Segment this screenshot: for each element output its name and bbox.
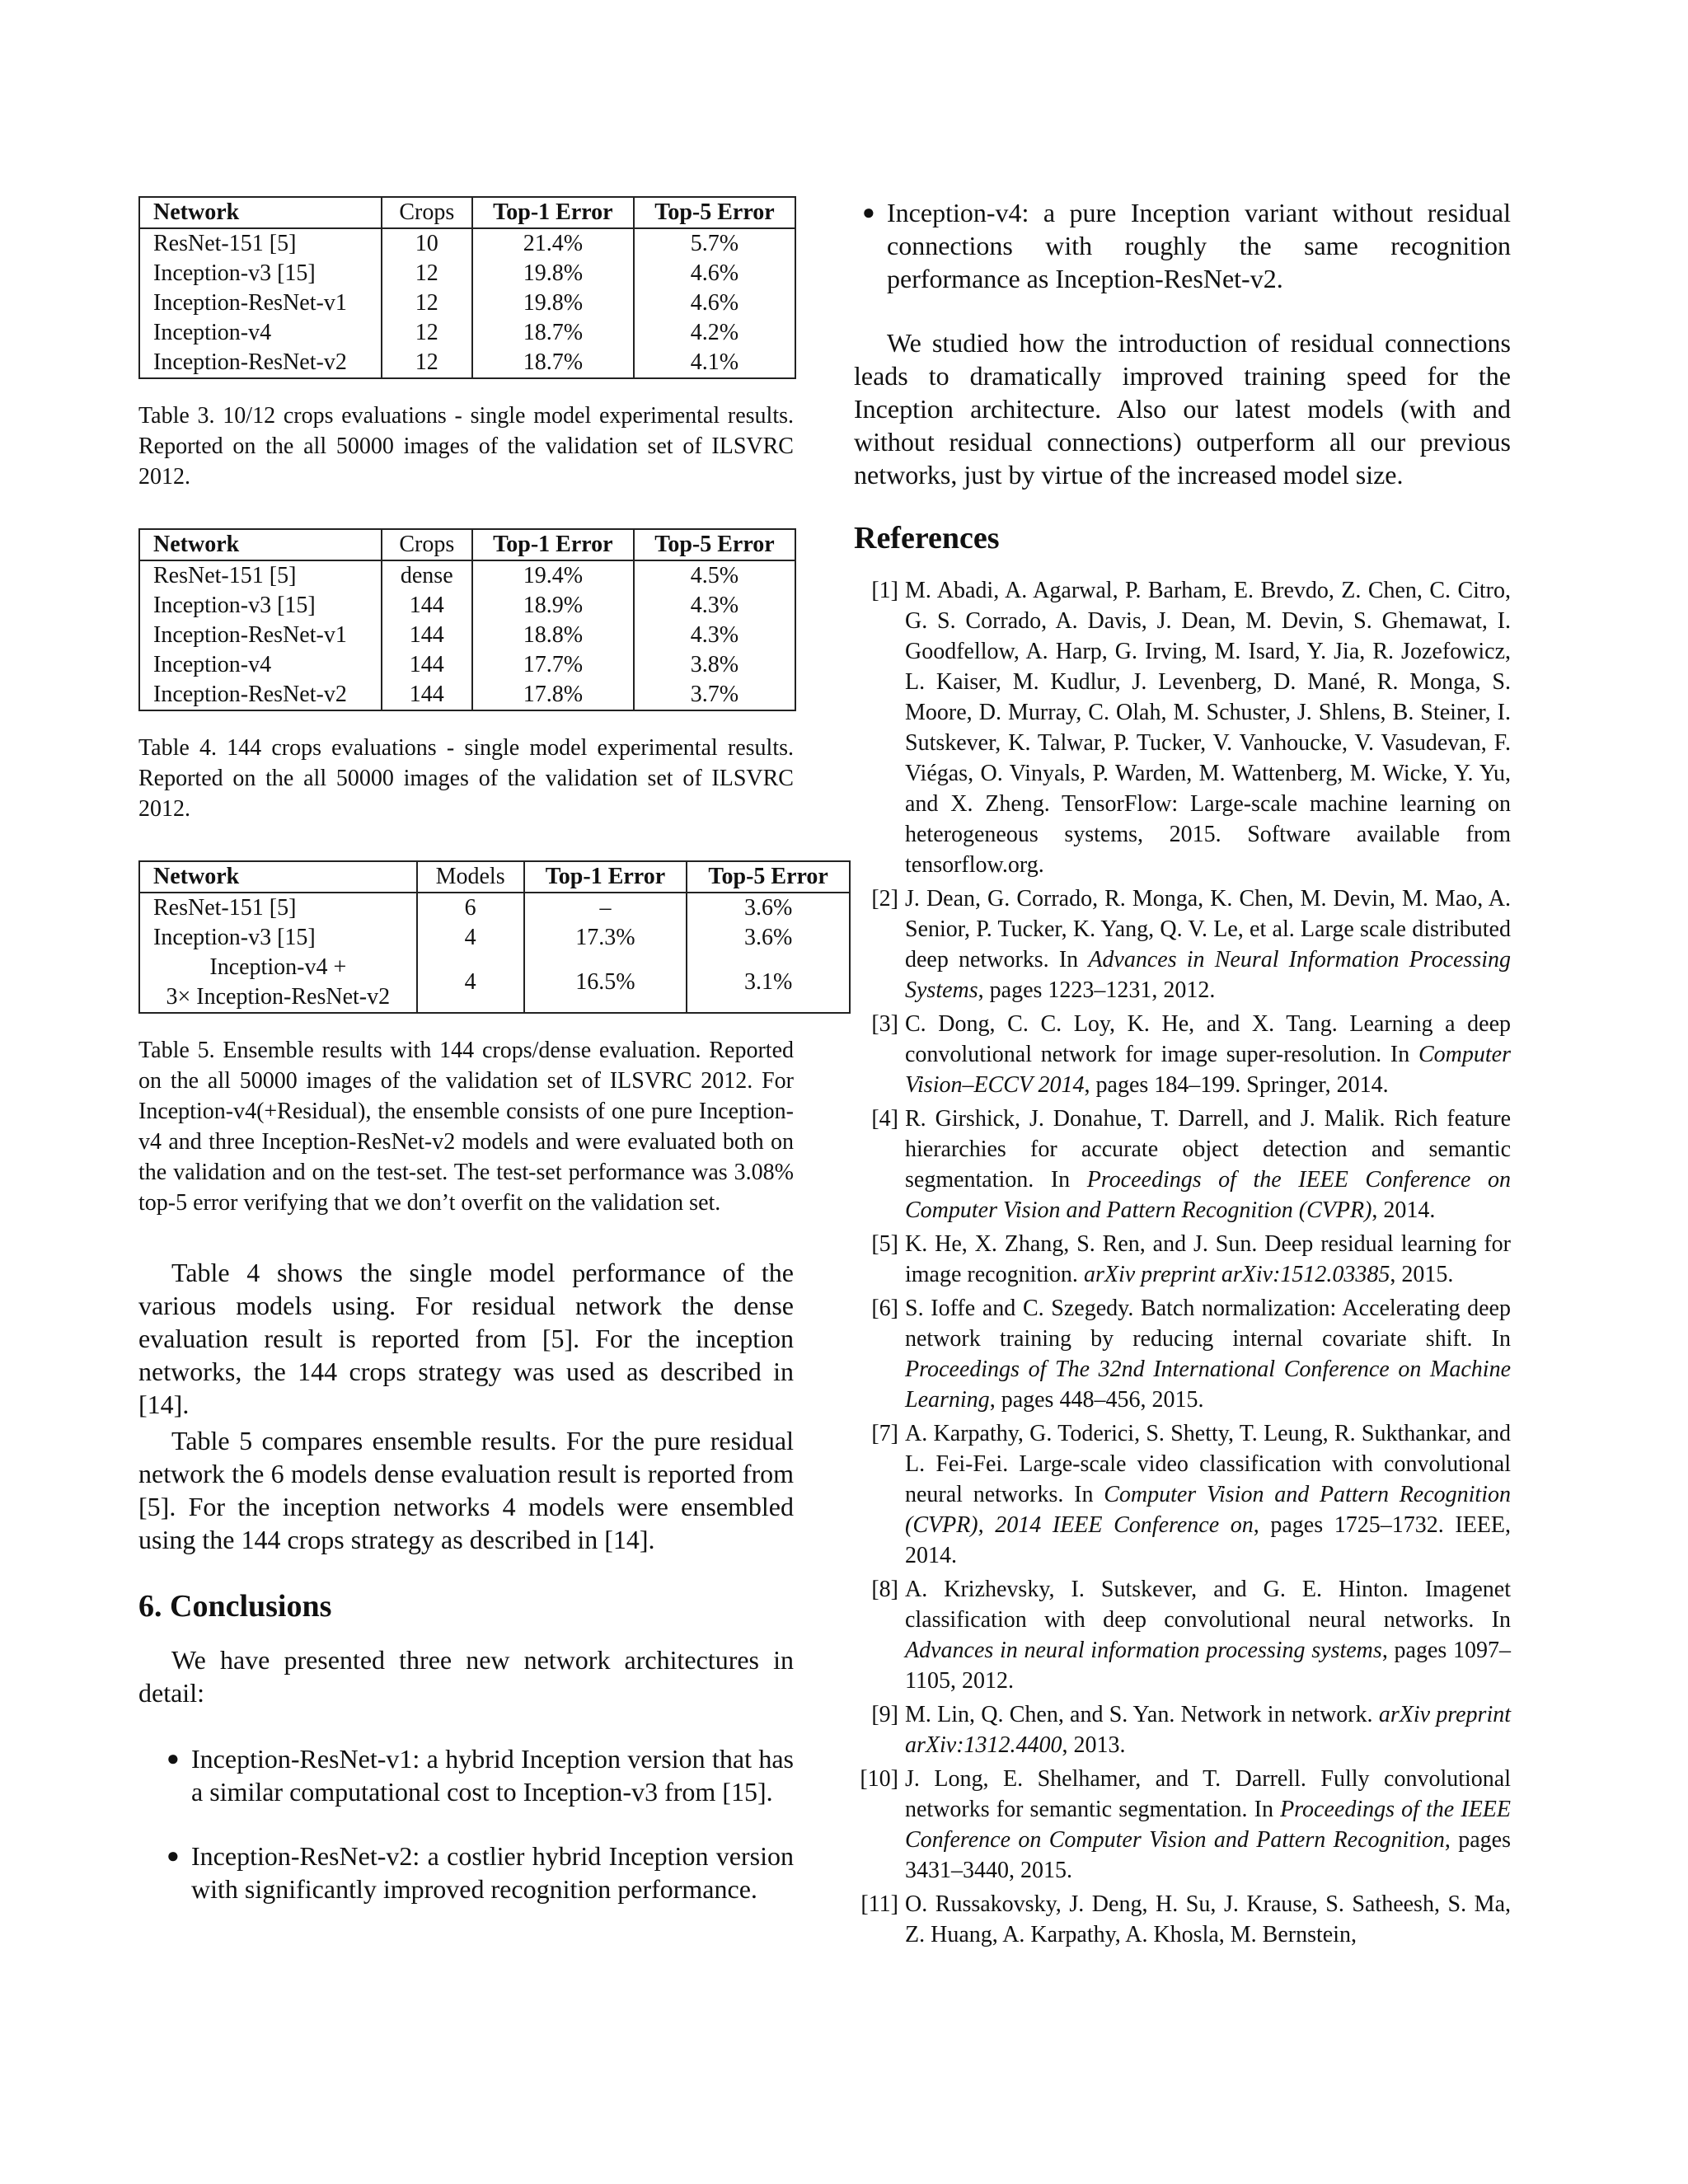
cell-top1: 18.8% bbox=[472, 621, 634, 650]
cell-top5: 3.6% bbox=[687, 893, 850, 923]
cell-network: Inception-v4 bbox=[153, 320, 272, 345]
reference-pages: , 2014. bbox=[1372, 1197, 1436, 1223]
reference-item bbox=[854, 1699, 1511, 1760]
reference-item bbox=[854, 1574, 1511, 1696]
table-row bbox=[139, 923, 850, 953]
table-row bbox=[139, 288, 795, 318]
reference-venue: Proceedings of the IEEE Conference on Computer Vision and Pattern Recognition (CVPR) bbox=[905, 1167, 1511, 1223]
table-row bbox=[139, 591, 795, 621]
bullet-icon: ● bbox=[166, 1844, 180, 1868]
reference-venue: Proceedings of The 32nd International Conference on Machine Learning bbox=[905, 1357, 1511, 1413]
table-3 bbox=[138, 196, 796, 379]
reference-pages: , pages 1097–1105, 2012. bbox=[905, 1638, 1511, 1694]
cell-top5: 3.7% bbox=[634, 680, 795, 710]
list-item bbox=[834, 196, 1511, 295]
list-item bbox=[138, 1742, 794, 1808]
cell-top1: 17.8% bbox=[472, 680, 634, 710]
reference-item bbox=[854, 1889, 1511, 1950]
cell-crops: 144 bbox=[382, 650, 472, 680]
spacer bbox=[138, 1218, 794, 1256]
cell-network: Inception-ResNet-v1 bbox=[153, 622, 347, 648]
cell-models: 4 bbox=[417, 953, 524, 1013]
reference-text: S. Ioffe and C. Szegedy. Batch normalization: Accelerating deep network training by reducing internal covariate shift. In bbox=[905, 1296, 1511, 1352]
table-5 bbox=[138, 860, 851, 1014]
cell-network: Inception-v3 [15] bbox=[153, 925, 316, 950]
paragraph: Table 4 shows the single model performance of the various models using. For residual network the dense evaluation result is reported from [5]. For the inception networks, the 144 crops strategy was used as described in [14]. bbox=[138, 1258, 794, 1419]
reference-venue: Advances in Neural Information Processing Systems bbox=[905, 947, 1511, 1003]
col-header-network: Network bbox=[139, 861, 417, 893]
reference-number: [10] bbox=[860, 1766, 898, 1792]
col-header-top1: Top-1 Error bbox=[524, 861, 687, 893]
conclusion-bullets-continued bbox=[834, 196, 1511, 295]
reference-number: [2] bbox=[871, 886, 898, 912]
cell-top1: 17.7% bbox=[472, 650, 634, 680]
cell-models: 6 bbox=[417, 893, 524, 923]
cell-top5: 4.2% bbox=[634, 318, 795, 348]
reference-text: K. He, X. Zhang, S. Ren, and J. Sun. Deep residual learning for image recognition. bbox=[905, 1231, 1511, 1287]
reference-text: M. Abadi, A. Agarwal, P. Barham, E. Brevdo, Z. Chen, C. Citro, G. S. Corrado, A. Davis, J. Dean, M. Devin, S. Ghemawat, I. Goodfellow, A. Harp, G. Irving, M. Isard, Y. Jia, R. Jozefowicz, L. Kaiser, M. Kudlur, J. Levenberg, D. Mané, R. Monga, S. Moore, D. Murray, C. Olah, M. Schuster, J. Shlens, B. Steiner, I. Sutskever, K. Talwar, P. Tucker, V. Vanhoucke, V. Vasudevan, F. Viégas, O. Vinyals, P. Warden, M. Wattenberg, M. Wicke, Y. Yu, and X. Zheng. TensorFlow: Large-scale machine learning on heterogeneous systems, 2015. Software available from tensorflow.org. bbox=[905, 578, 1511, 878]
cell-crops: 12 bbox=[382, 259, 472, 288]
cell-top5: 4.6% bbox=[634, 259, 795, 288]
reference-number: [6] bbox=[871, 1296, 898, 1321]
cell-top5: 4.1% bbox=[634, 348, 795, 378]
cell-top5: 5.7% bbox=[634, 228, 795, 259]
reference-pages: , 2013. bbox=[1062, 1732, 1126, 1758]
reference-venue: Computer Vision and Pattern Recognition (CVPR), 2014 IEEE Conference on bbox=[905, 1482, 1511, 1538]
cell-top5: 3.1% bbox=[687, 953, 850, 1013]
reference-venue: arXiv preprint arXiv:1312.4400 bbox=[905, 1702, 1511, 1758]
reference-venue: Advances in neural information processing systems bbox=[905, 1638, 1382, 1663]
cell-network: Inception-v4 bbox=[153, 652, 272, 677]
reference-text: A. Krizhevsky, I. Sutskever, and G. E. Hinton. Imagenet classification with deep convolutional neural networks. In bbox=[905, 1577, 1511, 1633]
reference-text: C. Dong, C. C. Loy, K. He, and X. Tang. Learning a deep convolutional network for image super-resolution. In bbox=[905, 1011, 1511, 1067]
reference-number: [1] bbox=[871, 578, 898, 603]
reference-number: [4] bbox=[871, 1106, 898, 1132]
reference-item bbox=[854, 1764, 1511, 1886]
reference-text: J. Long, E. Shelhamer, and T. Darrell. Fully convolutional networks for semantic segmentation. In bbox=[905, 1766, 1511, 1822]
col-header-models: Models bbox=[417, 861, 524, 893]
cell-models: 4 bbox=[417, 923, 524, 953]
cell-network: Inception-ResNet-v2 bbox=[153, 682, 347, 707]
cell-top1: – bbox=[524, 893, 687, 923]
table-row bbox=[139, 348, 795, 378]
reference-text: J. Dean, G. Corrado, R. Monga, K. Chen, M. Devin, M. Mao, A. Senior, P. Tucker, K. Yang, Q. V. Le, et al. Large scale distributed deep networks. In bbox=[905, 886, 1511, 972]
reference-list bbox=[854, 575, 1511, 1950]
table-3-caption: Table 3. 10/12 crops evaluations - single model experimental results. Reported on the all 50000 images of the validation set of ILSVRC 2012. bbox=[138, 403, 794, 490]
right-column bbox=[854, 196, 1511, 1953]
reference-item bbox=[854, 575, 1511, 880]
cell-top1: 18.9% bbox=[472, 591, 634, 621]
reference-text: R. Girshick, J. Donahue, T. Darrell, and J. Malik. Rich feature hierarchies for accurate object detection and semantic segmentation. In bbox=[905, 1106, 1511, 1193]
list-item bbox=[138, 1840, 794, 1905]
bullet-text: Inception-ResNet-v2: a costlier hybrid Inception version with significantly improved recognition performance. bbox=[191, 1841, 794, 1904]
cell-top5: 3.6% bbox=[687, 923, 850, 953]
cell-network: Inception-ResNet-v1 bbox=[153, 290, 347, 316]
section-heading-conclusions: 6. Conclusions bbox=[138, 1589, 332, 1624]
cell-network: Inception-ResNet-v2 bbox=[153, 349, 347, 375]
cell-crops: 144 bbox=[382, 680, 472, 710]
col-header-network: Network bbox=[139, 197, 382, 228]
table-row bbox=[139, 650, 795, 680]
cell-network: ResNet-151 [5] bbox=[153, 231, 297, 256]
reference-text: O. Russakovsky, J. Deng, H. Su, J. Krause, S. Satheesh, S. Ma, Z. Huang, A. Karpathy, A. Khosla, M. Bernstein, bbox=[905, 1891, 1511, 1947]
paragraph: Table 5 compares ensemble results. For the pure residual network the 6 models dense evaluation result is reported from [5]. For the inception networks 4 models were ensembled using the 144 crops strategy as described in [14]. bbox=[138, 1426, 794, 1554]
cell-network: Inception-v3 [15] bbox=[153, 593, 316, 618]
reference-number: [7] bbox=[871, 1421, 898, 1446]
col-header-top5: Top-5 Error bbox=[634, 197, 795, 228]
cell-crops: 12 bbox=[382, 318, 472, 348]
section-heading-references: References bbox=[854, 521, 1000, 555]
reference-pages: , pages 184–199. Springer, 2014. bbox=[1084, 1072, 1389, 1098]
reference-item bbox=[854, 1418, 1511, 1571]
reference-number: [8] bbox=[871, 1577, 898, 1602]
conclusion-bullets bbox=[138, 1742, 794, 1905]
table-header-row bbox=[139, 197, 795, 228]
reference-item bbox=[854, 1009, 1511, 1100]
table-row bbox=[139, 228, 795, 259]
paragraph: We studied how the introduction of residual connections leads to dramatically improved training speed for the Inception architecture. Also our latest models (with and without residual connections) outperform all our previous networks, just by virtue of the increased model size. bbox=[854, 328, 1511, 490]
table-row bbox=[139, 318, 795, 348]
cell-top1: 19.8% bbox=[472, 288, 634, 318]
table-row bbox=[139, 953, 850, 1013]
reference-text: M. Lin, Q. Chen, and S. Yan. Network in network. bbox=[905, 1702, 1379, 1727]
cell-top1: 19.4% bbox=[472, 560, 634, 591]
cell-top5: 4.3% bbox=[634, 591, 795, 621]
cell-top5: 4.5% bbox=[634, 560, 795, 591]
cell-top1: 16.5% bbox=[524, 953, 687, 1013]
cell-top5: 4.6% bbox=[634, 288, 795, 318]
cell-network bbox=[139, 953, 417, 1013]
cell-network: ResNet-151 [5] bbox=[153, 895, 297, 921]
table-4-caption: Table 4. 144 crops evaluations - single model experimental results. Reported on the all 50000 images of the validation set of ILSVRC 2012. bbox=[138, 735, 794, 822]
bullet-text: Inception-ResNet-v1: a hybrid Inception version that has a similar computational cost to Inception-v3 from [15]. bbox=[191, 1744, 794, 1807]
reference-pages: , pages 3431–3440, 2015. bbox=[905, 1827, 1511, 1883]
reference-item bbox=[854, 1104, 1511, 1226]
col-header-network: Network bbox=[139, 529, 382, 560]
reference-pages: , pages 448–456, 2015. bbox=[989, 1387, 1204, 1413]
reference-pages: , 2015. bbox=[1390, 1262, 1454, 1287]
table-row bbox=[139, 621, 795, 650]
cell-top1: 19.8% bbox=[472, 259, 634, 288]
cell-network: ResNet-151 [5] bbox=[153, 563, 297, 588]
reference-venue: Computer Vision–ECCV 2014 bbox=[905, 1042, 1511, 1098]
ensemble-line-1: Inception-v4 + bbox=[209, 954, 347, 980]
col-header-crops: Crops bbox=[382, 197, 472, 228]
col-header-top1: Top-1 Error bbox=[472, 197, 634, 228]
cell-top5: 3.8% bbox=[634, 650, 795, 680]
reference-number: [5] bbox=[871, 1231, 898, 1257]
spacer bbox=[138, 1709, 794, 1742]
reference-number: [3] bbox=[871, 1011, 898, 1037]
cell-top5: 4.3% bbox=[634, 621, 795, 650]
cell-top1: 18.7% bbox=[472, 318, 634, 348]
col-header-top5: Top-5 Error bbox=[634, 529, 795, 560]
bullet-text: Inception-v4: a pure Inception variant without residual connections with roughly the same recognition performance as Inception-ResNet-v2. bbox=[887, 198, 1511, 293]
col-header-top1: Top-1 Error bbox=[472, 529, 634, 560]
cell-crops: 10 bbox=[382, 228, 472, 259]
table-5-caption: Table 5. Ensemble results with 144 crops/dense evaluation. Reported on the all 50000 images of the validation set of ILSVRC 2012. For Inception-v4(+Residual), the ensemble consists of one pure Inception-v4 and three Inception-ResNet-v2 models and were evaluated both on the validation and on the test-set. The test-set performance was 3.08% top-5 error verifying that we don’t overfit on the validation set. bbox=[138, 1038, 794, 1216]
reference-item bbox=[854, 1229, 1511, 1290]
cell-crops: 144 bbox=[382, 591, 472, 621]
table-row bbox=[139, 893, 850, 923]
cell-network: Inception-v3 [15] bbox=[153, 260, 316, 286]
paragraph: We have presented three new network architectures in detail: bbox=[138, 1645, 794, 1708]
cell-crops: 144 bbox=[382, 621, 472, 650]
col-header-crops: Crops bbox=[382, 529, 472, 560]
reference-venue: arXiv preprint arXiv:1512.03385 bbox=[1083, 1262, 1390, 1287]
bullet-icon: ● bbox=[862, 200, 875, 224]
table-row bbox=[139, 259, 795, 288]
reference-pages: , pages 1223–1231, 2012. bbox=[978, 977, 1216, 1003]
table-row bbox=[139, 560, 795, 591]
col-header-top5: Top-5 Error bbox=[687, 861, 850, 893]
table-header-row bbox=[139, 861, 850, 893]
reference-text: A. Karpathy, G. Toderici, S. Shetty, T. Leung, R. Sukthankar, and L. Fei-Fei. Large-scale video classification with convolutional neural networks. In bbox=[905, 1421, 1511, 1507]
reference-pages: , pages 1725–1732. IEEE, 2014. bbox=[905, 1512, 1512, 1568]
reference-number: [9] bbox=[871, 1702, 898, 1727]
reference-venue: Proceedings of the IEEE Conference on Computer Vision and Pattern Recognition bbox=[905, 1797, 1511, 1853]
ensemble-line-2: 3× Inception-ResNet-v2 bbox=[166, 984, 391, 1010]
table-header-row bbox=[139, 529, 795, 560]
left-column bbox=[138, 196, 828, 1937]
table-4 bbox=[138, 528, 796, 711]
reference-item bbox=[854, 1293, 1511, 1415]
cell-top1: 17.3% bbox=[524, 923, 687, 953]
table-row bbox=[139, 680, 795, 710]
cell-crops: 12 bbox=[382, 348, 472, 378]
bullet-icon: ● bbox=[166, 1746, 180, 1770]
reference-number: [11] bbox=[860, 1891, 898, 1917]
cell-crops: 12 bbox=[382, 288, 472, 318]
cell-top1: 21.4% bbox=[472, 228, 634, 259]
cell-top1: 18.7% bbox=[472, 348, 634, 378]
reference-item bbox=[854, 883, 1511, 1005]
cell-crops: dense bbox=[382, 560, 472, 591]
